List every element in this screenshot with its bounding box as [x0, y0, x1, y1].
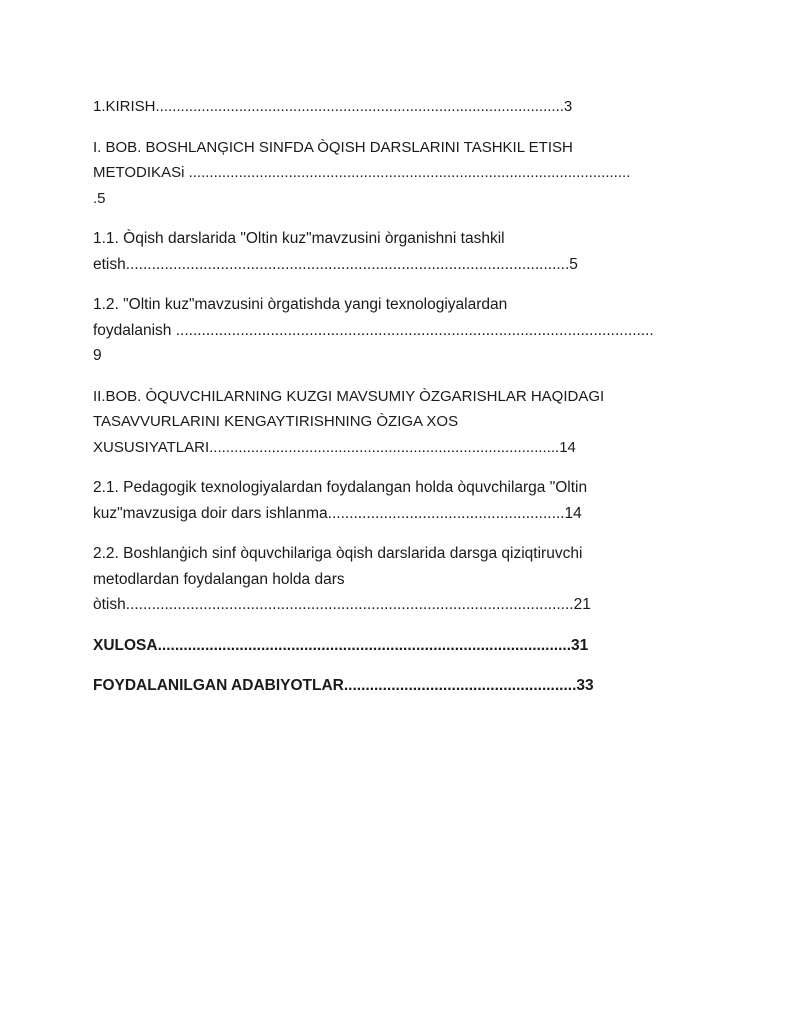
toc-entry-2-1	[93, 475, 705, 526]
toc-line: 1.KIRISH..................................................................................................3	[93, 98, 573, 115]
table-of-contents	[93, 94, 705, 714]
toc-line: XULOSA................................................................................................31	[93, 636, 589, 654]
toc-line: 2.2. Boshlanģich sinf òquvchilariga òqish darslarida darsga qiziqtiruvchi	[93, 545, 583, 562]
toc-entry-1-2	[93, 292, 705, 369]
toc-line: metodlardan foydalangan holda dars	[93, 570, 345, 588]
toc-line: kuz"mavzusiga doir dars ishlanma.......................................................14	[93, 504, 582, 522]
toc-line: TASAVVURLARINI KENGAYTIRISHNING ÒZIGA XOS	[93, 413, 459, 430]
toc-line: òtish........................................................................................................21	[93, 596, 591, 613]
toc-line: 1.1. Òqish darslarida "Oltin kuz"mavzusini òrganishni tashkil	[93, 230, 505, 247]
toc-line: etish.......................................................................................................5	[93, 255, 578, 273]
toc-entry-bob-1	[93, 135, 705, 212]
toc-entry-adabiyotlar	[93, 673, 705, 699]
toc-line: 1.2. "Oltin kuz"mavzusini òrgatishda yangi texnologiyalardan	[93, 296, 508, 313]
toc-line: METODIKASi ..........................................................................................................	[93, 164, 631, 181]
toc-line: 9	[93, 347, 102, 364]
toc-line: foydalanish ...............................................................................................................	[93, 321, 654, 339]
toc-line: FOYDALANILGAN ADABIYOTLAR......................................................33	[93, 677, 594, 694]
toc-entry-1-1	[93, 226, 705, 277]
toc-line: II.BOB. ÒQUVCHILARNING KUZGI MAVSUMIY ÒZGARISHLAR HAQIDAGI	[93, 387, 605, 405]
toc-entry-bob-2	[93, 384, 705, 461]
toc-line: .5	[93, 189, 106, 207]
toc-line: I. BOB. BOSHLANĢICH SINFDA ÒQISH DARSLARINI TASHKIL ETISH	[93, 138, 573, 156]
toc-entry-xulosa	[93, 633, 705, 659]
toc-line: 2.1. Pedagogik texnologiyalardan foydalangan holda òquvchilarga "Oltin	[93, 479, 588, 496]
toc-line: XUSUSIYATLARI....................................................................................14	[93, 438, 576, 456]
toc-entry-2-2	[93, 541, 705, 618]
toc-entry-kirish	[93, 94, 705, 120]
